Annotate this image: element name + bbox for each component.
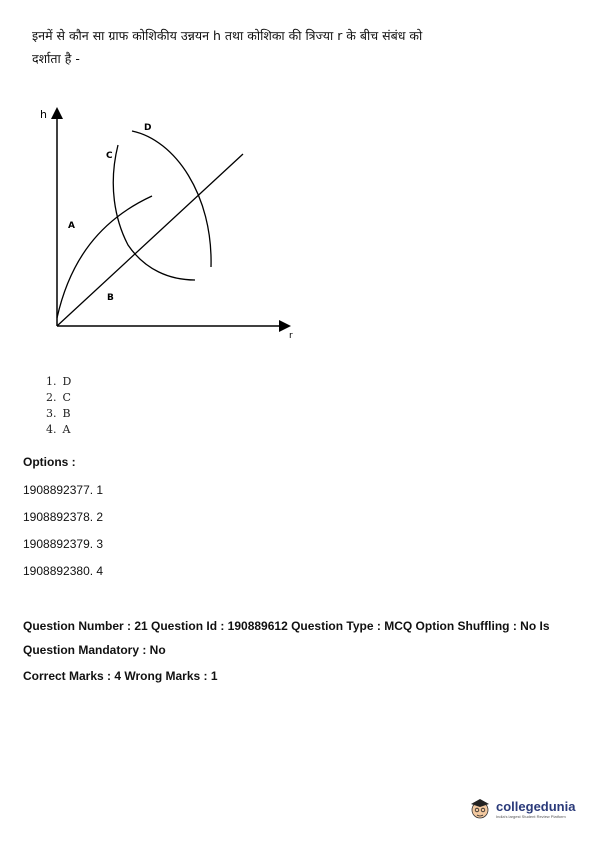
mascot-icon (468, 796, 492, 822)
choice-item (46, 422, 71, 438)
choice-item (46, 374, 71, 390)
option-2: 1908892378. 2 (23, 510, 104, 524)
choice-text: A (62, 423, 71, 436)
question-meta-line-1: Question Number : 21 Question Id : 190889612 Question Type : MCQ Option Shuffling : No Is (23, 619, 550, 633)
option-3: 1908892379. 3 (23, 537, 104, 551)
choice-text: C (62, 391, 71, 404)
curve-c (113, 145, 195, 280)
options-heading: Options : (23, 455, 76, 469)
choice-item (46, 390, 71, 406)
option-4: 1908892380. 4 (23, 564, 104, 578)
graph-figure (30, 100, 310, 350)
answer-choices (46, 374, 71, 438)
question-line-1: इनमें से कौन सा ग्राफ कोशिकीय उन्नयन h तथा कोशिका की त्रिज्या r के बीच संबंध को (32, 28, 423, 43)
x-axis-label: r (289, 331, 293, 341)
curve-label-a: A (68, 221, 75, 231)
curve-label-b: B (107, 293, 114, 303)
question-meta-line-3: Correct Marks : 4 Wrong Marks : 1 (23, 669, 218, 683)
choice-number: 3. (46, 407, 57, 420)
logo-name: collegedunia (496, 799, 576, 814)
logo-tagline: India's largest Student Review Platform (496, 814, 566, 819)
choice-number: 2. (46, 391, 57, 404)
curve-label-c: C (106, 151, 113, 161)
question-line-2: दर्शाता है - (32, 51, 80, 66)
question-meta-line-2: Question Mandatory : No (23, 643, 166, 657)
choice-number: 1. (46, 375, 57, 388)
curve-b (57, 154, 243, 326)
graph-svg (30, 100, 310, 350)
curve-label-d: D (144, 123, 152, 133)
curve-d (132, 131, 211, 267)
option-1: 1908892377. 1 (23, 483, 104, 497)
question-text (32, 24, 452, 70)
choice-text: D (62, 375, 72, 388)
choice-number: 4. (46, 423, 57, 436)
choice-item (46, 406, 71, 422)
collegedunia-logo (468, 792, 578, 826)
y-axis-label: h (40, 108, 47, 121)
choice-text: B (62, 407, 71, 420)
